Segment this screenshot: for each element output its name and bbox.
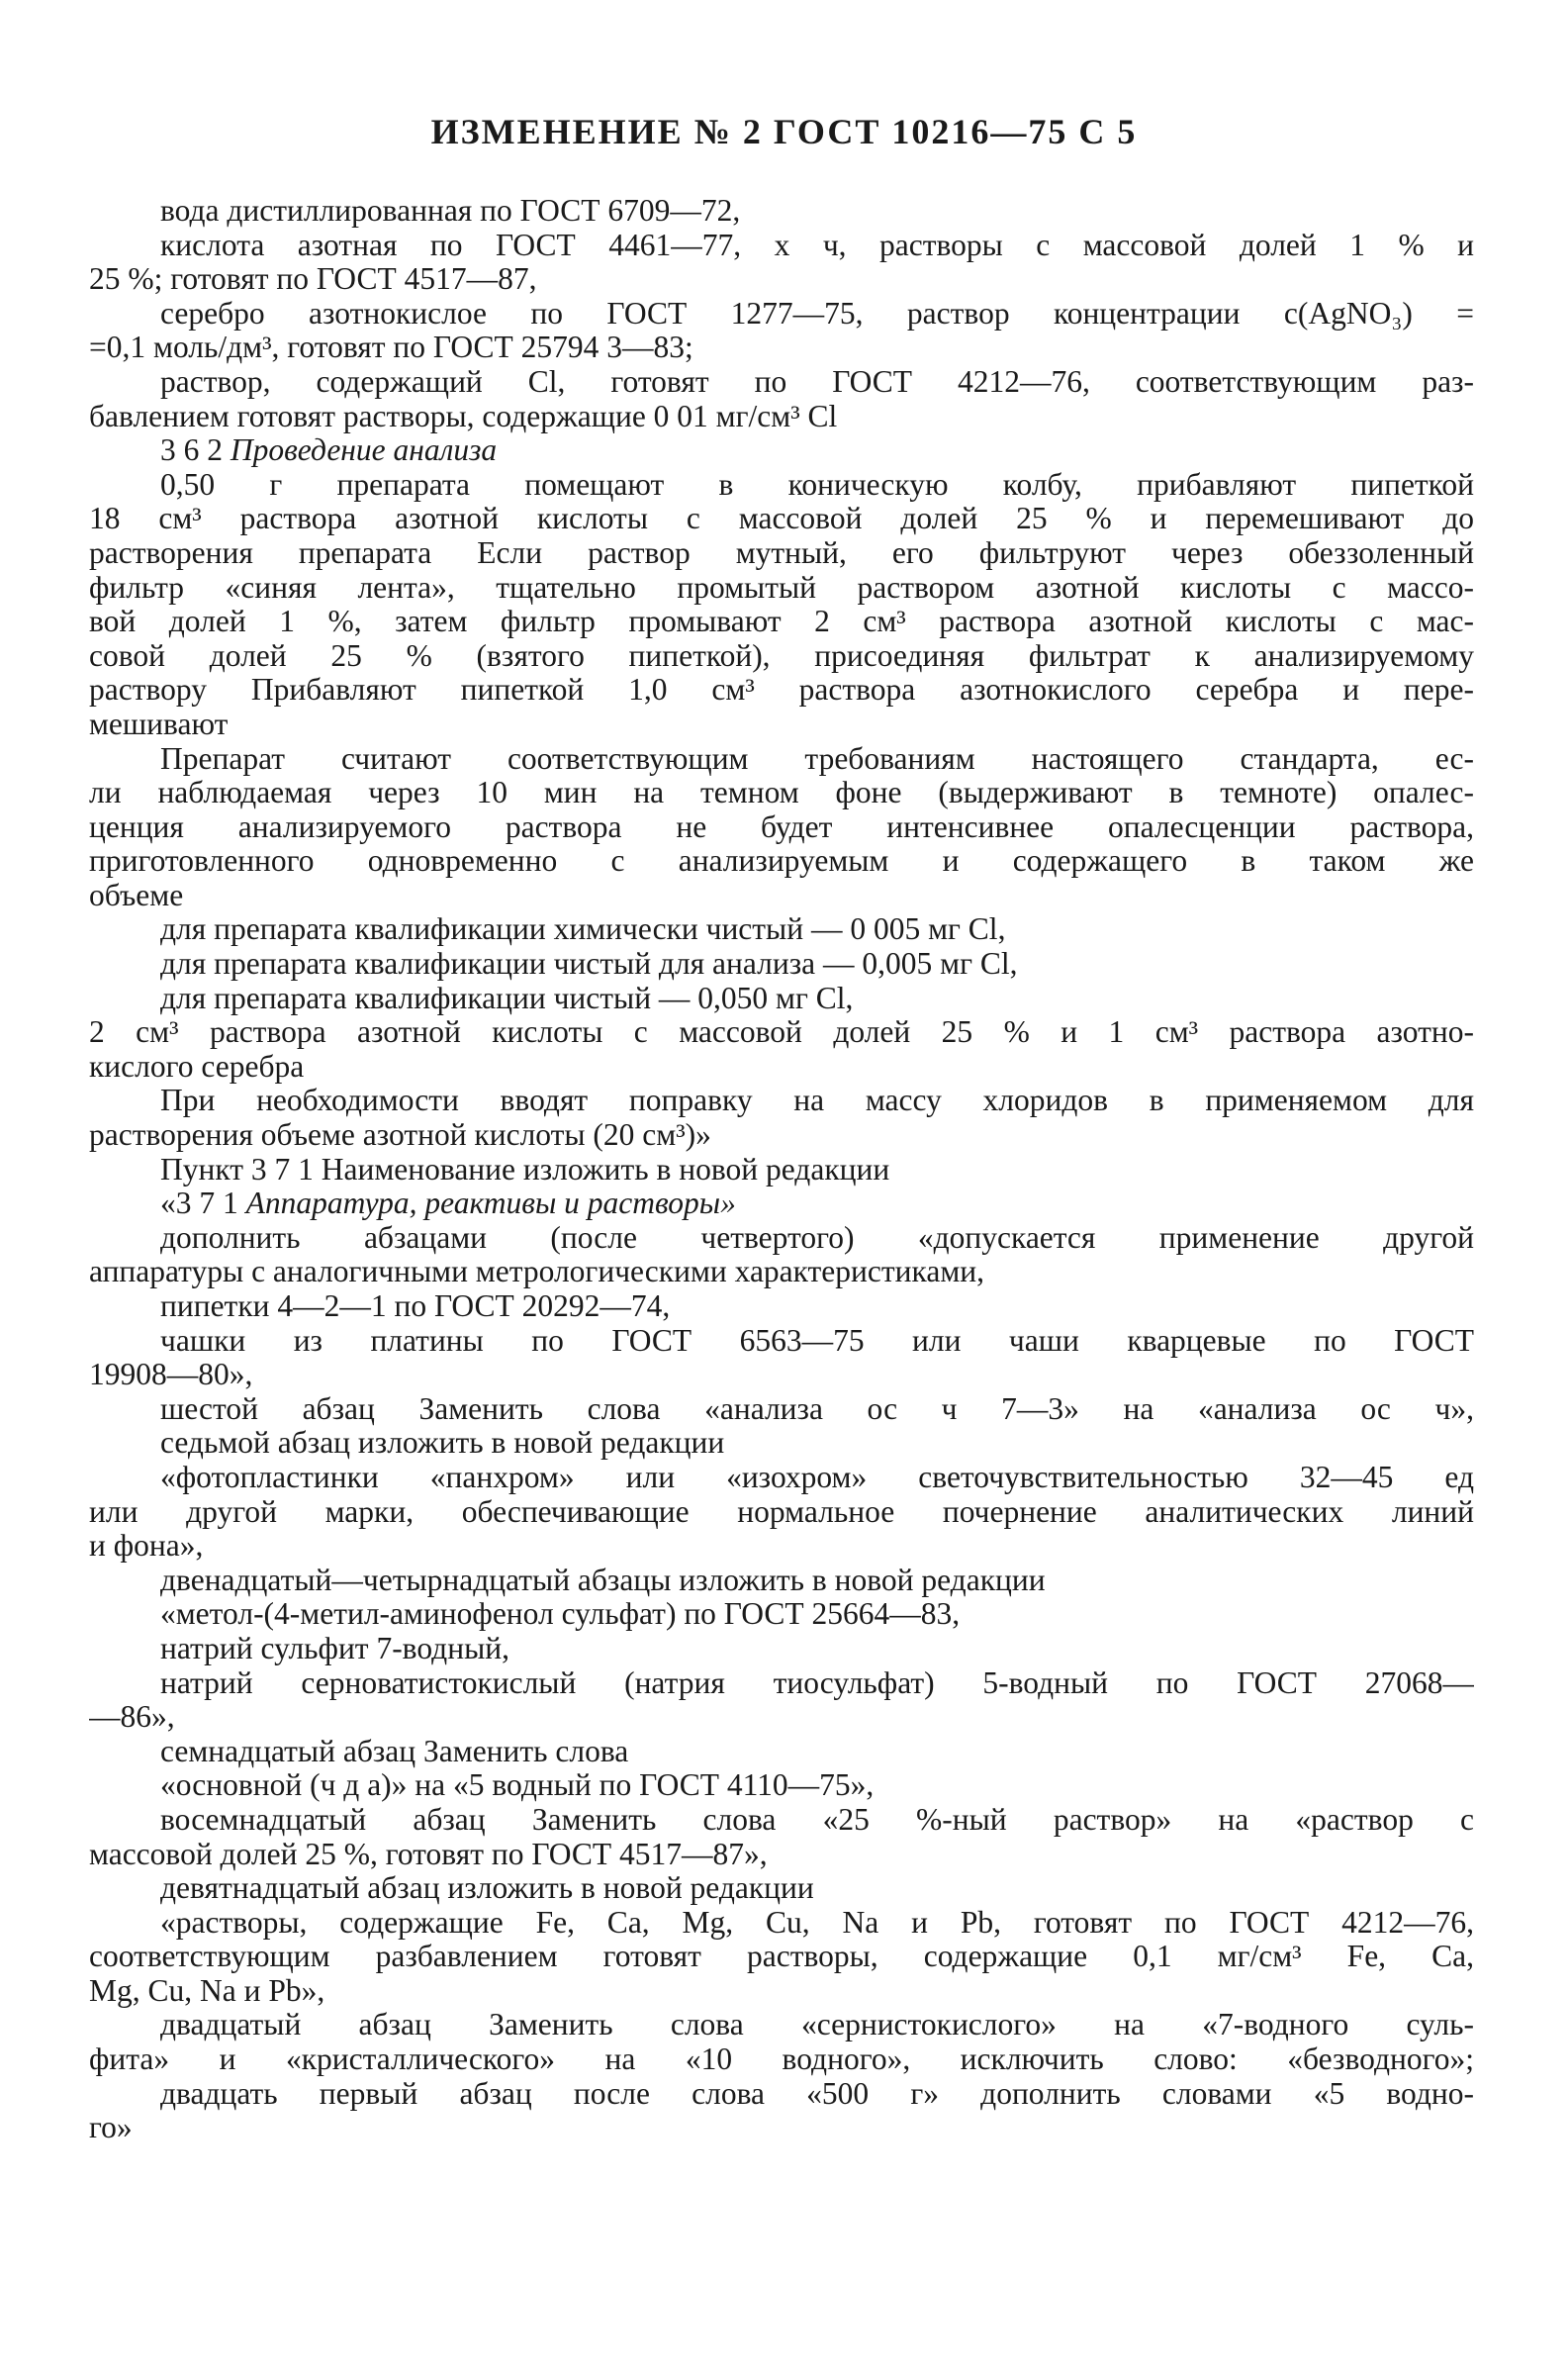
text-line: чашки из платины по ГОСТ 6563—75 или чаши кварцевые по ГОСТ [160,1323,1474,1358]
text-line: для препарата квалификации химически чистый — 0 005 мг Cl, [160,912,1006,947]
text-line: кислота азотная по ГОСТ 4461—77, х ч, растворы с массовой долей 1 % и [160,228,1474,262]
text-line: 25 %; готовят по ГОСТ 4517—87, [89,262,537,297]
text-line: дополнить абзацами (после четвертого) «допускается применение другой [160,1220,1474,1255]
text-line: соответствующим разбавлением готовят растворы, содержащие 0,1 мг/см³ Fe, Ca, [89,1940,1474,1974]
text-line: раствору Прибавляют пипеткой 1,0 см³ раствора азотнокислого серебра и пере- [89,673,1474,708]
document-body [89,194,1474,2145]
text-line: го» [89,2111,133,2145]
text-line: вой долей 1 %, затем фильтр промывают 2 см³ раствора азотной кислоты с мас- [89,605,1474,639]
text-line: —86», [89,1700,175,1735]
text-line: 2 см³ раствора азотной кислоты с массовой долей 25 % и 1 см³ раствора азотно- [89,1015,1474,1050]
text-line: девятнадцатый абзац изложить в новой редакции [160,1871,814,1906]
text-line: Пункт 3 7 1 Наименование изложить в новой редакции [160,1152,890,1187]
text-line: растворения объеме азотной кислоты (20 см³)» [89,1118,711,1153]
text-line: совой долей 25 % (взятого пипеткой), присоединяя фильтрат к анализируемому [89,638,1474,673]
text-line: растворения препарата Если раствор мутный, его фильтруют через обеззоленный [89,535,1474,570]
text-line: семнадцатый абзац Заменить слова [160,1734,629,1768]
text-line: для препарата квалификации чистый для анализа — 0,005 мг Cl, [160,947,1018,982]
text-line: «основной (ч д а)» на «5 водный по ГОСТ 4110—75», [160,1768,875,1803]
text-line: вода дистиллированная по ГОСТ 6709—72, [160,194,741,228]
text-line: седьмой абзац изложить в новой редакции [160,1426,725,1461]
text-line: При необходимости вводят поправку на массу хлоридов в применяемом для [160,1084,1474,1118]
text-line: пипетки 4—2—1 по ГОСТ 20292—74, [160,1289,671,1323]
text-line: аппаратуры с аналогичными метрологическими характеристиками, [89,1255,984,1289]
text-line: бавлением готовят растворы, содержащие 0 01 мг/см³ Cl [89,399,838,433]
text-line: «метол-(4-метил-аминофенол сульфат) по ГОСТ 25664—83, [160,1597,961,1632]
text-line: Mg, Cu, Na и Pb», [89,1973,325,2008]
text-line: натрий сульфит 7-водный, [160,1631,509,1665]
text-line: фильтр «синяя лента», тщательно промытый раствором азотной кислоты с массо- [89,570,1474,605]
text-line: ли наблюдаемая через 10 мин на темном фоне (выдерживают в темноте) опалес- [89,776,1474,810]
text-line: ценция анализируемого раствора не будет интенсивнее опалесценции раствора, [89,809,1474,844]
text-line: 19908—80», [89,1358,253,1392]
text-line: раствор, содержащий Cl, готовят по ГОСТ 4212—76, соответствующим раз- [160,364,1474,399]
text-line: мешивают [89,707,229,741]
text-line: натрий серноватистокислый (натрия тиосульфат) 5-водный по ГОСТ 27068— [160,1665,1474,1700]
text-line: шестой абзац Заменить слова «анализа ос ч 7—3» на «анализа ос ч», [160,1391,1474,1426]
text-line: 18 см³ раствора азотной кислоты с массовой долей 25 % и перемешивают до [89,502,1474,536]
text-line: серебро азотнокислое по ГОСТ 1277—75, раствор концентрации c(AgNO₃) = [160,296,1474,331]
text-line: объеме [89,878,184,912]
text-line: Препарат считают соответствующим требованиям настоящего стандарта, ес- [160,741,1474,776]
text-line: 0,50 г препарата помещают в коническую колбу, прибавляют пипеткой [160,467,1474,502]
text-line: двенадцатый—четырнадцатый абзацы изложить в новой редакции [160,1563,1046,1597]
text-line: приготовленного одновременно с анализируемым и содержащего в таком же [89,844,1474,879]
text-line: «3 7 1 Аппаратура, реактивы и растворы» [160,1187,736,1221]
text-line: или другой марки, обеспечивающие нормальное почернение аналитических линий [89,1494,1474,1529]
text-line: фита» и «кристаллического» на «10 водного», исключить слово: «безводного»; [89,2042,1474,2077]
text-line: массовой долей 25 %, готовят по ГОСТ 4517—87», [89,1837,768,1871]
text-line: «растворы, содержащие Fe, Ca, Mg, Cu, Na и Pb, готовят по ГОСТ 4212—76, [160,1905,1474,1940]
text-line: для препарата квалификации чистый — 0,050 мг Cl, [160,981,854,1015]
text-line: кислого серебра [89,1049,305,1084]
text-line: 3 6 2 Проведение анализа [160,433,498,468]
text-line: =0,1 моль/дм³, готовят по ГОСТ 25794 3—83; [89,331,693,365]
text-line: двадцатый абзац Заменить слова «сернистокислого» на «7-водного суль- [160,2008,1474,2042]
page-header: ИЗМЕНЕНИЕ № 2 ГОСТ 10216—75 С 5 [430,112,1138,151]
text-line: восемнадцатый абзац Заменить слова «25 %-ный раствор» на «раствор с [160,1802,1474,1837]
text-line: двадцать первый абзац после слова «500 г» дополнить словами «5 водно- [160,2076,1474,2111]
text-line: и фона», [89,1529,204,1564]
text-line: «фотопластинки «панхром» или «изохром» светочувствительностью 32—45 ед [160,1460,1474,1494]
